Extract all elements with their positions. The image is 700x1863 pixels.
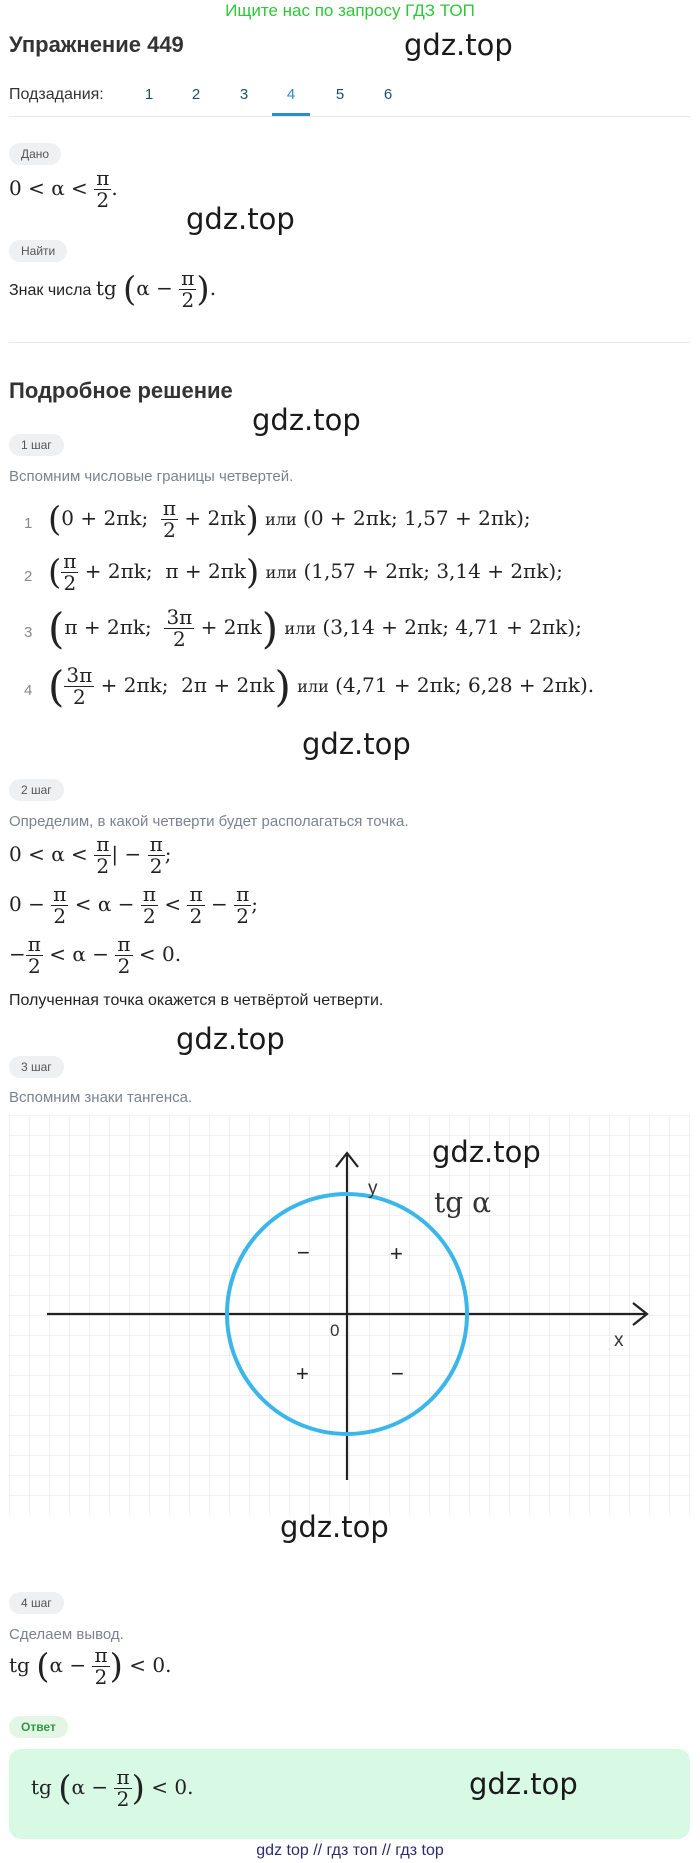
watermark: gdz.top (280, 1510, 389, 1544)
footer-links[interactable]: gdz top // гдз топ // гдз top (256, 1842, 444, 1859)
step-4-chip: 4 шаг (9, 1592, 64, 1614)
watermark: gdz.top (432, 1135, 541, 1169)
tab-subtask-3[interactable]: 3 (239, 86, 249, 103)
watermark: gdz.top (469, 1767, 578, 1801)
function-label: tg α (434, 1186, 491, 1219)
top-banner: Ищите нас по запросу ГДЗ ТОП (225, 1, 475, 20)
step-2-line-3: − $\frac{\pi}{2}$ < α − $\frac{\pi}{2}$ < 0. (9, 932, 182, 978)
sign-quadrant-1: + (390, 1241, 403, 1266)
find-statement: Знак числа tg (α − $\frac{\pi}{2}$ ). (9, 266, 217, 312)
watermark: gdz.top (302, 727, 411, 761)
step-2-line-2: 0 − $\frac{\pi}{2}$ < α − $\frac{\pi}{2}$ < $\frac{\pi}{2}$ − $\frac{\pi}{2}$ ; (9, 882, 258, 928)
divider (9, 116, 690, 117)
step-2-text: Определим, в какой четверти будет располагаться точка. (9, 813, 409, 830)
step-1-text: Вспомним числовые границы четвертей. (9, 468, 294, 485)
find-text: Знак числа (9, 282, 92, 299)
row-number: 3 (24, 624, 33, 641)
quarter-4-bounds: ( $\frac{3\pi}{2}$ + 2πk; 2π + 2πk) или (4,71 + 2πk; 6,28 + 2πk). (48, 662, 595, 711)
tab-subtask-5[interactable]: 5 (335, 86, 345, 103)
step-1-chip: 1 шаг (9, 434, 64, 456)
page-title: Упражнение 449 (9, 32, 184, 57)
answer-chip: Ответ (9, 1716, 68, 1738)
tangent-sign-diagram (9, 1115, 690, 1515)
quarter-2-bounds: ( $\frac{\pi}{2}$ + 2πk; π + 2πk) или (1,57 + 2πk; 3,14 + 2πk); (48, 549, 563, 595)
find-chip: Найти (9, 240, 67, 262)
quarter-1-bounds: (0 + 2πk; $\frac{\pi}{2}$ + 2πk) или (0 + 2πk; 1,57 + 2πk); (48, 496, 531, 542)
row-number: 4 (24, 682, 33, 699)
step-3-text: Вспомним знаки тангенса. (9, 1089, 193, 1106)
row-number: 2 (24, 568, 33, 585)
answer-formula: tg (α − $\frac{\pi}{2}$ ) < 0. (31, 1765, 194, 1811)
quarter-3-bounds: (π + 2πk; $\frac{3\pi}{2}$ + 2πk) или (3,14 + 2πk; 4,71 + 2πk); (48, 604, 582, 653)
given-formula: 0 < α < $\frac{\pi}{2}$ . (9, 166, 118, 212)
given-chip: Дано (9, 143, 61, 165)
solution-heading: Подробное решение (9, 378, 233, 403)
divider (9, 342, 690, 343)
tab-subtask-1[interactable]: 1 (144, 86, 154, 103)
step-3-chip: 3 шаг (9, 1056, 64, 1078)
tab-subtask-4[interactable]: 4 (286, 86, 296, 103)
step-2-line-1: 0 < α < $\frac{\pi}{2}$ | − $\frac{\pi}{2}$ ; (9, 832, 172, 878)
sign-quadrant-4: − (391, 1361, 404, 1386)
step-4-text: Сделаем вывод. (9, 1626, 124, 1643)
tab-subtask-2[interactable]: 2 (191, 86, 201, 103)
x-axis-label: x (614, 1330, 624, 1351)
y-axis-label: y (368, 1178, 378, 1199)
origin-label: 0 (330, 1321, 340, 1340)
watermark: gdz.top (176, 1022, 285, 1056)
step-2-chip: 2 шаг (9, 779, 64, 801)
subtasks-label: Подзадания: (9, 86, 104, 103)
watermark: gdz.top (252, 403, 361, 437)
sign-quadrant-3: + (296, 1361, 309, 1386)
watermark: gdz.top (186, 202, 295, 236)
watermark: gdz.top (404, 28, 513, 62)
step-4-result: tg (α − $\frac{\pi}{2}$ ) < 0. (9, 1643, 172, 1689)
sign-quadrant-2: − (297, 1240, 310, 1265)
row-number: 1 (24, 515, 33, 532)
step-2-conclusion: Полученная точка окажется в четвёртой четверти. (9, 992, 384, 1009)
tab-subtask-6[interactable]: 6 (383, 86, 393, 103)
